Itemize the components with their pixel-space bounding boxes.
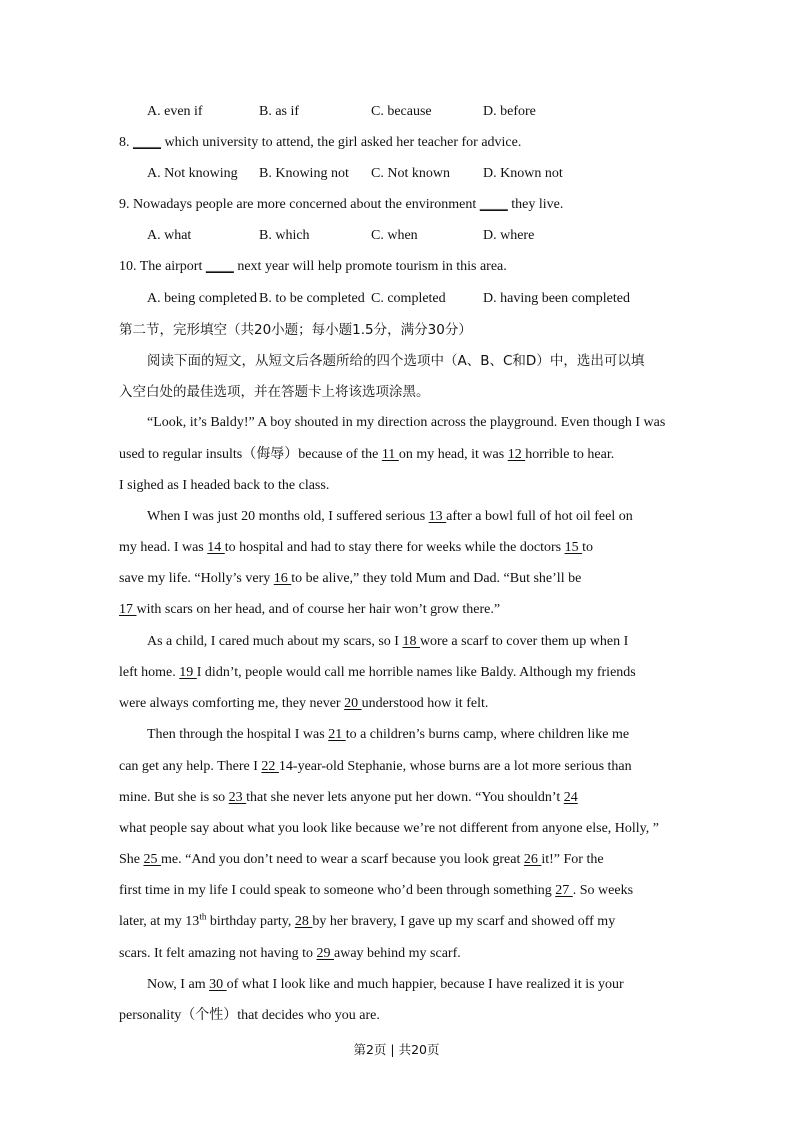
blank-11[interactable]: 11 bbox=[381, 447, 399, 462]
passage-line: “Look, it’s Baldy!” A boy shouted in my direction across the playground. Even though I was bbox=[147, 415, 666, 430]
passage-line: I sighed as I headed back to the class. bbox=[119, 478, 330, 493]
q10-option-d: D. having been completed bbox=[483, 291, 630, 306]
instructions-line-2: 入空白处的最佳选项，并在答题卡上将该选项涂黑。 bbox=[119, 384, 430, 400]
passage-line: scars. It felt amazing not having to 29 away behind my scarf. bbox=[119, 946, 461, 961]
q7-option-d: D. before bbox=[483, 104, 536, 119]
passage-line: later, at my 13th birthday party, 28 by her bravery, I gave up my scarf and showed off my bbox=[119, 911, 616, 929]
passage-line: As a child, I cared much about my scars, so I 18 wore a scarf to cover them up when I bbox=[147, 634, 629, 649]
q8-option-a: A. Not knowing bbox=[147, 166, 238, 181]
blank-13[interactable]: 13 bbox=[428, 509, 447, 524]
q8-option-b: B. Knowing not bbox=[259, 166, 349, 181]
passage-line: mine. But she is so 23 that she never lets anyone put her down. “You shouldn’t 24 bbox=[119, 790, 578, 805]
blank-15[interactable]: 15 bbox=[564, 540, 583, 555]
blank-18[interactable]: 18 bbox=[402, 634, 420, 649]
q9-option-b: B. which bbox=[259, 228, 310, 243]
q8-option-d: D. Known not bbox=[483, 166, 563, 181]
passage-line: what people say about what you look like because we’re not different from anyone else, Holly, ” bbox=[119, 821, 659, 836]
blank-28[interactable]: 28 bbox=[294, 914, 313, 929]
blank-17[interactable]: 17 bbox=[119, 602, 137, 617]
question-10: 10. The airport ____ next year will help promote tourism in this area. bbox=[119, 259, 507, 274]
blank-30[interactable]: 30 bbox=[209, 977, 227, 992]
passage-line: can get any help. There I 22 14-year-old Stephanie, whose burns are a lot more serious than bbox=[119, 759, 632, 774]
q9-option-c: C. when bbox=[371, 228, 418, 243]
blank-29[interactable]: 29 bbox=[316, 946, 334, 961]
passage-line: save my life. “Holly’s very 16 to be alive,” they told Mum and Dad. “But she’ll be bbox=[119, 571, 582, 586]
section-title: 第二节，完形填空（共20小题；每小题1.5分，满分30分） bbox=[119, 322, 472, 338]
q10-option-b: B. to be completed bbox=[259, 291, 365, 306]
q9-option-d: D. where bbox=[483, 228, 535, 243]
q7-option-b: B. as if bbox=[259, 104, 300, 119]
instructions-line-1: 阅读下面的短文，从短文后各题所给的四个选项中（A、B、C和D）中，选出可以填 bbox=[147, 353, 645, 369]
passage-line: Now, I am 30 of what I look like and much happier, because I have realized it is your bbox=[147, 977, 624, 992]
blank-24[interactable]: 24 bbox=[563, 790, 578, 805]
blank-21[interactable]: 21 bbox=[328, 727, 346, 742]
passage-line: When I was just 20 months old, I suffered serious 13 after a bowl full of hot oil feel on bbox=[147, 509, 633, 524]
blank-25[interactable]: 25 bbox=[143, 852, 161, 867]
blank-27[interactable]: 27 bbox=[555, 883, 573, 898]
blank-22[interactable]: 22 bbox=[261, 759, 279, 774]
question-8: 8. ____ which university to attend, the girl asked her teacher for advice. bbox=[119, 135, 522, 150]
q7-option-c: C. because bbox=[371, 104, 432, 119]
blank-14[interactable]: 14 bbox=[207, 540, 225, 555]
passage-line: my head. I was 14 to hospital and had to stay there for weeks while the doctors 15 to bbox=[119, 540, 593, 555]
page-footer: 第2页 | 共20页 bbox=[353, 1042, 440, 1057]
question-9: 9. Nowadays people are more concerned about the environment ____ they live. bbox=[119, 197, 564, 212]
passage-line: 17 with scars on her head, and of course her hair won’t grow there.” bbox=[119, 602, 501, 617]
q10-option-c: C. completed bbox=[371, 291, 446, 306]
blank-12[interactable]: 12 bbox=[507, 447, 526, 462]
blank-26[interactable]: 26 bbox=[523, 852, 542, 867]
passage-line: used to regular insults（侮辱）because of the 11 on my head, it was 12 horrible to hear. bbox=[119, 447, 615, 462]
passage-line: personality（个性）that decides who you are. bbox=[119, 1008, 380, 1023]
blank-16[interactable]: 16 bbox=[273, 571, 292, 586]
q7-option-a: A. even if bbox=[147, 104, 203, 119]
passage-line: Then through the hospital I was 21 to a children’s burns camp, where children like me bbox=[147, 727, 630, 742]
q8-option-c: C. Not known bbox=[371, 166, 450, 181]
passage-line: She 25 me. “And you don’t need to wear a scarf because you look great 26 it!” For the bbox=[119, 852, 604, 867]
q9-option-a: A. what bbox=[147, 228, 192, 243]
blank-23[interactable]: 23 bbox=[228, 790, 247, 805]
blank-20[interactable]: 20 bbox=[344, 696, 362, 711]
passage-line: first time in my life I could speak to someone who’d been through something 27 . So weeks bbox=[119, 883, 634, 898]
blank-19[interactable]: 19 bbox=[179, 665, 197, 680]
q10-option-a: A. being completed bbox=[147, 291, 258, 306]
passage-line: were always comforting me, they never 20 understood how it felt. bbox=[119, 696, 489, 711]
passage-line: left home. 19 I didn’t, people would call me horrible names like Baldy. Although my friends bbox=[119, 665, 636, 680]
